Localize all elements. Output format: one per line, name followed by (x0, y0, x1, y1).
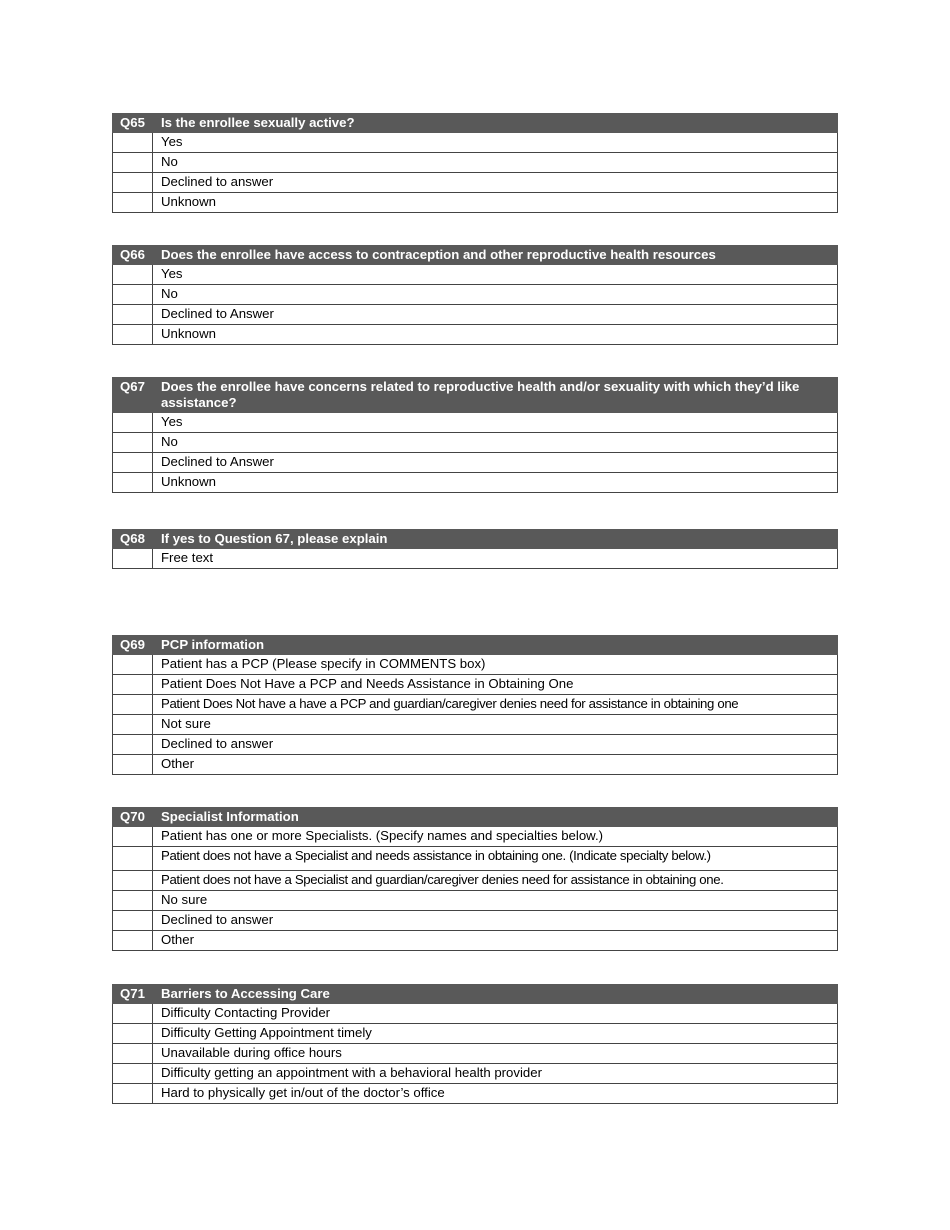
answer-option: No (153, 433, 838, 453)
question-number: Q68 (113, 530, 153, 549)
answer-cell[interactable] (113, 325, 153, 345)
answer-option: Declined to answer (153, 173, 838, 193)
answer-option: Hard to physically get in/out of the doctor’s office (153, 1084, 838, 1104)
question-number: Q66 (113, 246, 153, 265)
answer-cell[interactable] (113, 931, 153, 951)
answer-option: No (153, 153, 838, 173)
answer-cell[interactable] (113, 1044, 153, 1064)
question-title: If yes to Question 67, please explain (153, 530, 838, 549)
question-number: Q67 (113, 378, 153, 413)
answer-cell[interactable] (113, 133, 153, 153)
answer-option: Declined to answer (153, 911, 838, 931)
answer-cell[interactable] (113, 655, 153, 675)
answer-cell[interactable] (113, 173, 153, 193)
answer-option: Unknown (153, 193, 838, 213)
answer-option: Difficulty getting an appointment with a behavioral health provider (153, 1064, 838, 1084)
answer-option: Declined to Answer (153, 305, 838, 325)
question-title: Specialist Information (153, 808, 838, 827)
question-number: Q69 (113, 636, 153, 655)
answer-option: Yes (153, 133, 838, 153)
answer-cell[interactable] (113, 1064, 153, 1084)
answer-cell[interactable] (113, 1024, 153, 1044)
answer-option: Patient has one or more Specialists. (Specify names and specialties below.) (153, 827, 838, 847)
question-number: Q70 (113, 808, 153, 827)
answer-cell[interactable] (113, 827, 153, 847)
question-table-q71 (112, 984, 838, 1104)
answer-option: Unknown (153, 473, 838, 493)
answer-cell[interactable] (113, 871, 153, 891)
answer-cell[interactable] (113, 695, 153, 715)
answer-option: Patient does not have a Specialist and guardian/caregiver denies need for assistance in obtaining one. (153, 871, 838, 891)
question-number: Q71 (113, 985, 153, 1004)
answer-cell[interactable] (113, 715, 153, 735)
question-title: Barriers to Accessing Care (153, 985, 838, 1004)
question-title: Does the enrollee have concerns related to reproductive health and/or sexuality with which they’d like assistance? (153, 378, 838, 413)
question-table-q70 (112, 807, 838, 951)
answer-cell[interactable] (113, 413, 153, 433)
answer-cell[interactable] (113, 153, 153, 173)
answer-cell[interactable] (113, 473, 153, 493)
answer-cell[interactable] (113, 305, 153, 325)
answer-cell[interactable] (113, 847, 153, 871)
answer-option: Difficulty Getting Appointment timely (153, 1024, 838, 1044)
answer-option: Patient Does Not Have a PCP and Needs Assistance in Obtaining One (153, 675, 838, 695)
answer-option: Not sure (153, 715, 838, 735)
answer-option: Unknown (153, 325, 838, 345)
answer-cell[interactable] (113, 285, 153, 305)
answer-cell[interactable] (113, 1084, 153, 1104)
answer-cell[interactable] (113, 1004, 153, 1024)
question-table-q66 (112, 245, 838, 345)
answer-option: Unavailable during office hours (153, 1044, 838, 1064)
answer-option: Yes (153, 413, 838, 433)
answer-option: No (153, 285, 838, 305)
question-title: PCP information (153, 636, 838, 655)
answer-option: Yes (153, 265, 838, 285)
answer-option: Patient Does Not have a have a PCP and guardian/caregiver denies need for assistance in obtaining one (153, 695, 838, 715)
question-table-q68 (112, 529, 838, 569)
answer-option: Patient has a PCP (Please specify in COMMENTS box) (153, 655, 838, 675)
answer-cell[interactable] (113, 549, 153, 569)
answer-option: Difficulty Contacting Provider (153, 1004, 838, 1024)
answer-cell[interactable] (113, 891, 153, 911)
answer-option: No sure (153, 891, 838, 911)
question-table-q69 (112, 635, 838, 775)
answer-option: Declined to Answer (153, 453, 838, 473)
free-text-field[interactable]: Free text (153, 549, 838, 569)
answer-option: Other (153, 931, 838, 951)
question-table-q65 (112, 113, 838, 213)
question-table-q67 (112, 377, 838, 493)
answer-cell[interactable] (113, 265, 153, 285)
answer-cell[interactable] (113, 433, 153, 453)
question-number: Q65 (113, 114, 153, 133)
answer-cell[interactable] (113, 675, 153, 695)
answer-cell[interactable] (113, 911, 153, 931)
answer-option: Declined to answer (153, 735, 838, 755)
answer-cell[interactable] (113, 453, 153, 473)
answer-cell[interactable] (113, 193, 153, 213)
answer-cell[interactable] (113, 755, 153, 775)
answer-option: Other (153, 755, 838, 775)
answer-option: Patient does not have a Specialist and needs assistance in obtaining one. (Indicate specialty below.) (153, 847, 838, 871)
answer-cell[interactable] (113, 735, 153, 755)
question-title: Does the enrollee have access to contraception and other reproductive health resources (153, 246, 838, 265)
question-title: Is the enrollee sexually active? (153, 114, 838, 133)
